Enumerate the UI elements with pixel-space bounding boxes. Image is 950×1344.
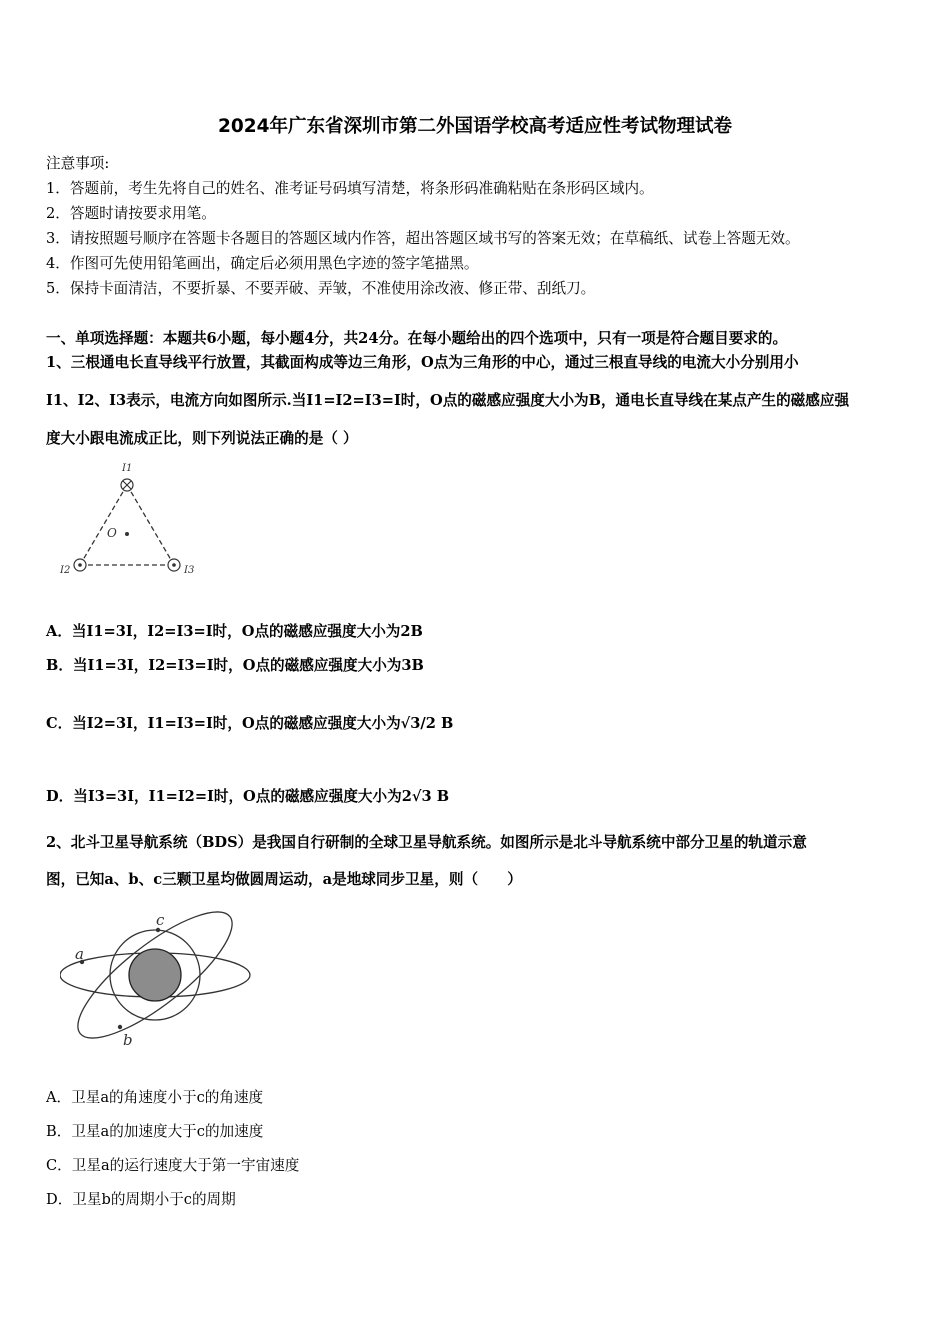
label-b: b [123, 1031, 133, 1049]
notice-item: 5．保持卡面清洁，不要折暴、不要弄破、弄皱，不准使用涂改液、修正带、刮纸刀。 [46, 280, 596, 297]
wire-out-of-page-icon [168, 559, 180, 571]
q2-stem-line: 图，已知a、b、c三颗卫星均做圆周运动，a是地球同步卫星，则（ ） [46, 871, 522, 888]
notice-item: 4．作图可先使用铅笔画出，确定后必须用黑色字迹的签字笔描黑。 [46, 255, 479, 272]
q1-stem-line: 度大小跟电流成正比，则下列说法正确的是（ ） [46, 430, 358, 447]
label-a: a [75, 945, 84, 963]
notice-item: 2．答题时请按要求用笔。 [46, 205, 216, 222]
q2-stem-line: 2、北斗卫星导航系统（BDS）是我国自行研制的全球卫星导航系统。如图所示是北斗导航系统中部分卫星的轨道示意 [46, 834, 807, 851]
q2-option-a: A．卫星a的角速度小于c的角速度 [46, 1089, 264, 1106]
notice-heading: 注意事项: [46, 155, 110, 172]
satellite-orbits-figure [60, 905, 270, 1055]
wire-into-page-icon [121, 479, 133, 491]
label-c: c [156, 911, 165, 929]
triangle-wires-figure [55, 455, 215, 585]
q1-option-c: C．当I2=3I，I1=I3=I时，O点的磁感应强度大小为√3/2 B [46, 715, 454, 732]
q1-option-d: D．当I3=3I，I1=I2=I时，O点的磁感应强度大小为2√3 B [46, 788, 450, 805]
label-i2: I2 [60, 565, 71, 576]
center-point [125, 532, 129, 536]
page-title: 2024年广东省深圳市第二外国语学校高考适应性考试物理试卷 [218, 116, 732, 137]
q2-option-b: B．卫星a的加速度大于c的加速度 [46, 1123, 264, 1140]
label-i1: I1 [122, 463, 133, 474]
q1-option-b: B．当I1=3I，I2=I3=I时，O点的磁感应强度大小为3B [46, 657, 424, 674]
q1-stem-line: I1、I2、I3表示，电流方向如图所示.当I1=I2=I3=I时，O点的磁感应强度大小为B，通电长直导线在某点产生的磁感应强 [46, 392, 850, 409]
wire-out-of-page-icon [74, 559, 86, 571]
notice-item: 1．答题前，考生先将自己的姓名、准考证号码填写清楚，将条形码准确粘贴在条形码区域内。 [46, 180, 654, 197]
q2-option-c: C．卫星a的运行速度大于第一宇宙速度 [46, 1157, 300, 1174]
q1-option-a: A．当I1=3I，I2=I3=I时，O点的磁感应强度大小为2B [46, 623, 423, 640]
label-i3: I3 [184, 565, 195, 576]
notice-item: 3．请按照题号顺序在答题卡各题目的答题区域内作答，超出答题区域书写的答案无效；在草稿纸、试卷上答题无效。 [46, 230, 800, 247]
q1-stem-line: 1、三根通电长直导线平行放置，其截面构成等边三角形，O点为三角形的中心，通过三根直导线的电流大小分别用小 [46, 354, 799, 371]
section-heading: 一、单项选择题：本题共6小题，每小题4分，共24分。在每小题给出的四个选项中，只有一项是符合题目要求的。 [46, 330, 788, 347]
earth [129, 949, 181, 1001]
satellite-b [118, 1025, 122, 1029]
q2-option-d: D．卫星b的周期小于c的周期 [46, 1191, 236, 1208]
label-o: O [107, 526, 117, 540]
